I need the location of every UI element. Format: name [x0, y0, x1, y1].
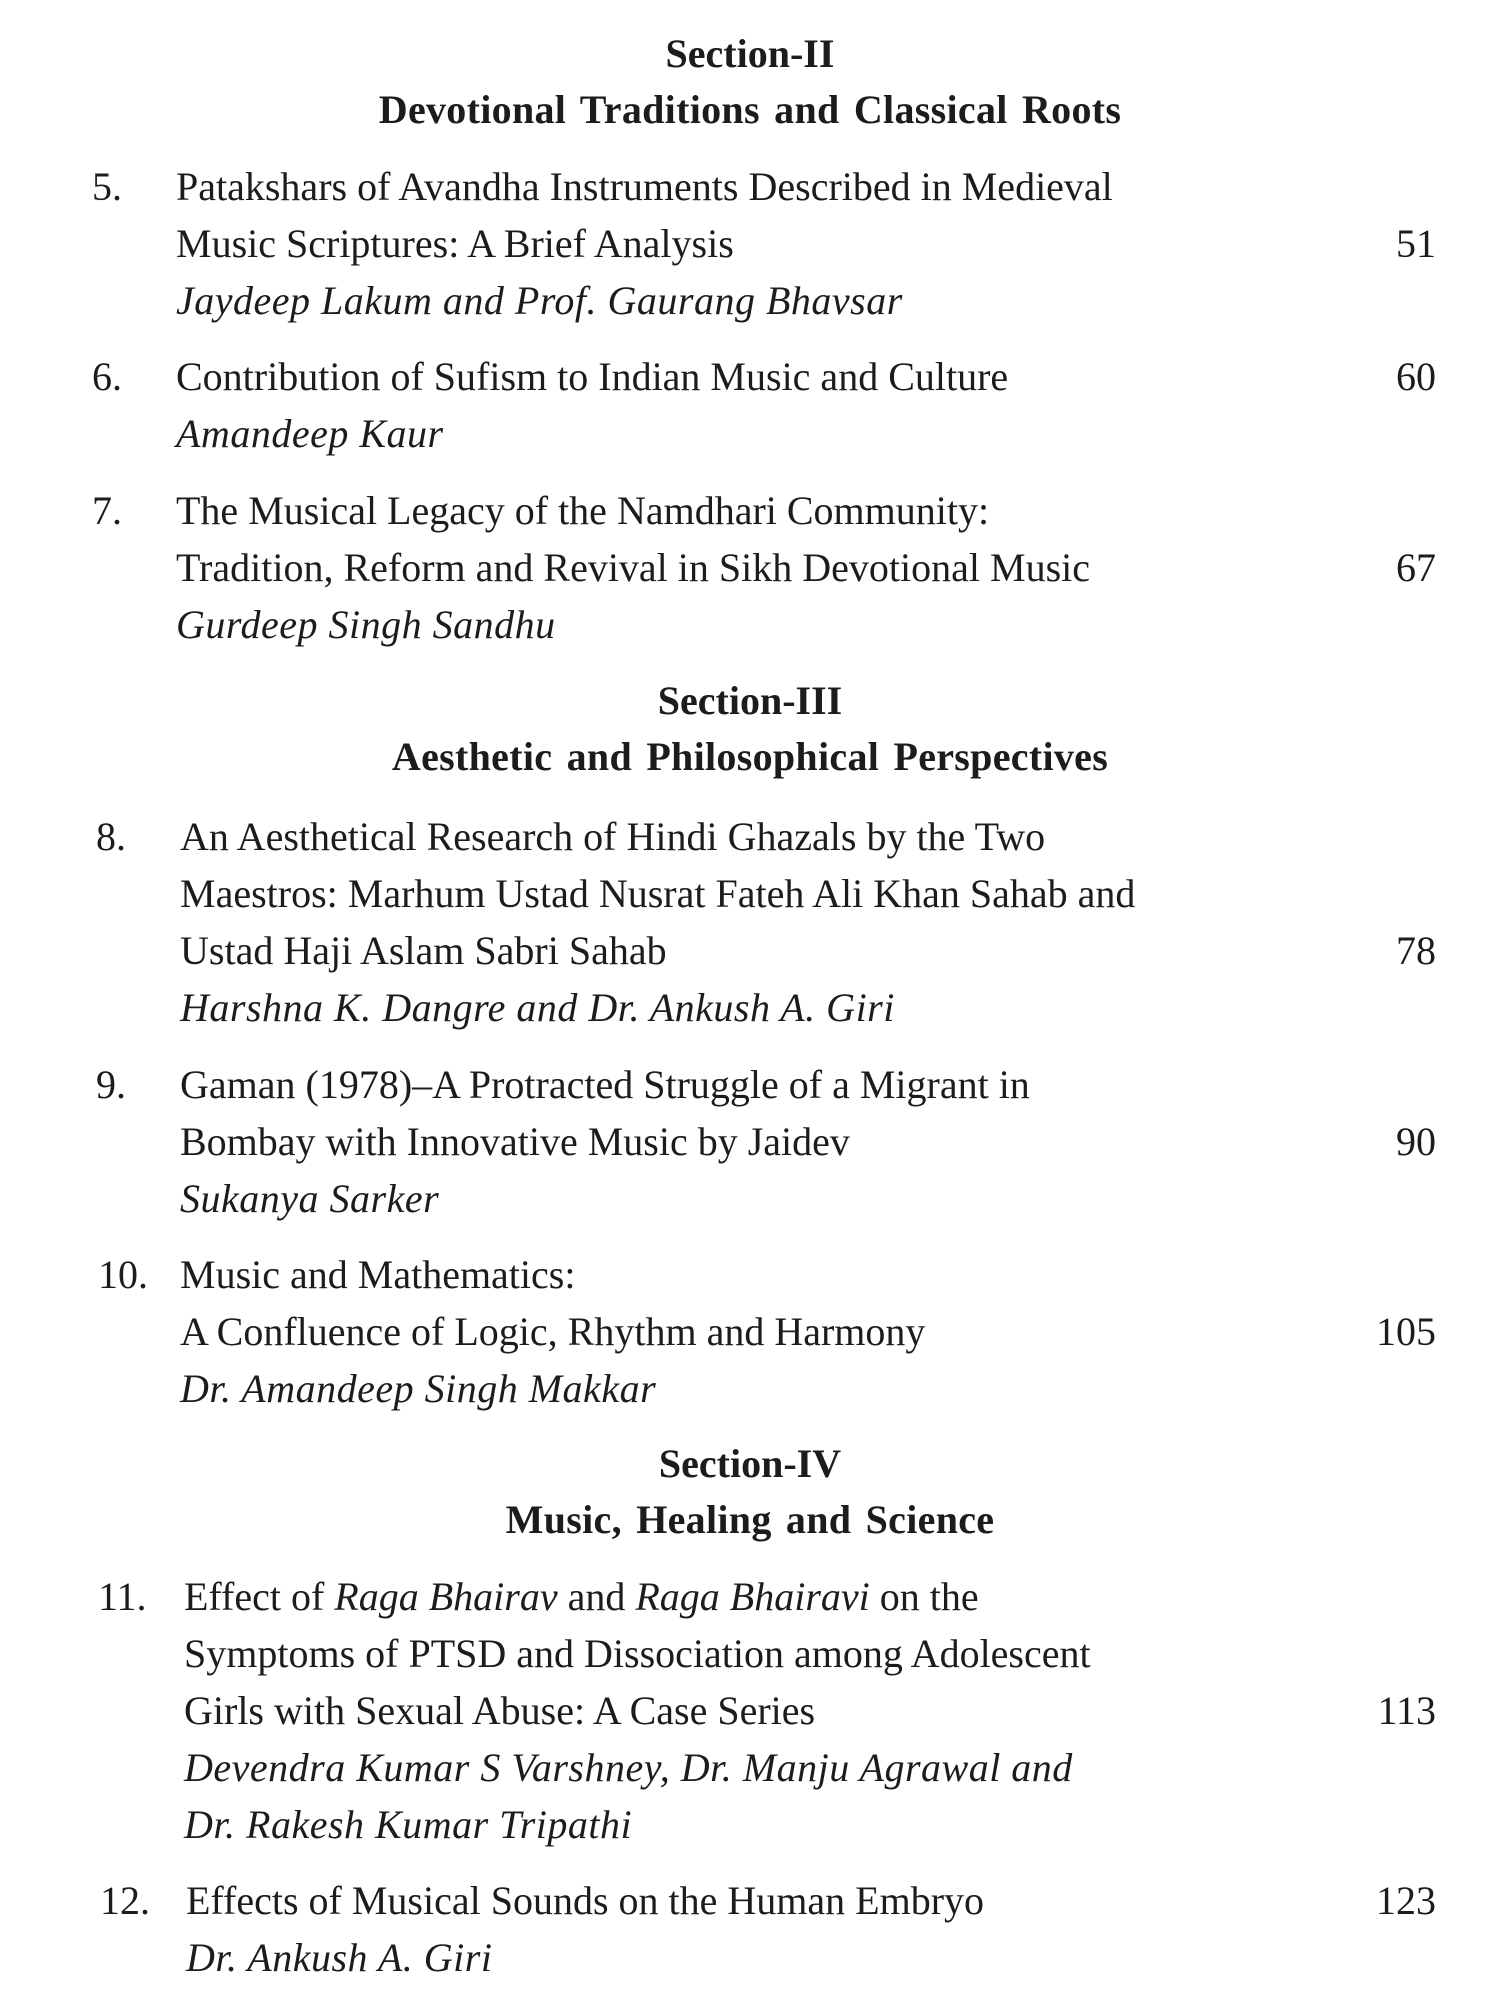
entry-title-line: Music Scriptures: A Brief Analysis [176, 221, 734, 266]
entry-title-line: Effects of Musical Sounds on the Human Embryo [186, 1878, 985, 1923]
title-text: and [557, 1574, 636, 1619]
entry-title-line: Ustad Haji Aslam Sabri Sahab [180, 928, 667, 973]
entry-authors: Harshna K. Dangre and Dr. Ankush A. Giri [180, 985, 895, 1030]
entry-body [180, 1246, 1380, 1417]
entry-title-line: The Musical Legacy of the Namdhari Community: [176, 488, 990, 533]
entry-title-line: Contribution of Sufism to Indian Music and Culture [176, 354, 1009, 399]
entry-title-line [184, 1568, 1384, 1625]
entry-authors: Gurdeep Singh Sandhu [176, 602, 556, 647]
section-title: Music, Healing and Science [505, 1497, 995, 1542]
entry-number: 12. [100, 1878, 150, 1923]
entry-body [180, 808, 1380, 1036]
title-text: Effect of [184, 1574, 335, 1619]
entry-title-line: Symptoms of PTSD and Dissociation among Adolescent [184, 1631, 1091, 1676]
entry-authors: Amandeep Kaur [176, 411, 444, 456]
entry-authors: Devendra Kumar S Varshney, Dr. Manju Agrawal and [184, 1745, 1073, 1790]
entry-number: 6. [92, 354, 122, 399]
entry-page-number: 78 [1396, 928, 1436, 973]
entry-body [186, 1872, 1386, 1986]
entry-title-line: Tradition, Reform and Revival in Sikh Devotional Music [176, 545, 1091, 590]
entry-title-line: A Confluence of Logic, Rhythm and Harmony [180, 1309, 926, 1354]
entry-title-line: Bombay with Innovative Music by Jaidev [180, 1119, 850, 1164]
entry-authors: Jaydeep Lakum and Prof. Gaurang Bhavsar [176, 278, 903, 323]
entry-title-line: Maestros: Marhum Ustad Nusrat Fateh Ali Khan Sahab and [180, 871, 1136, 916]
raga-name: Raga Bhairav [334, 1574, 558, 1619]
section-heading [0, 1436, 1500, 1548]
entry-number: 11. [98, 1574, 147, 1619]
entry-authors: Sukanya Sarker [180, 1176, 440, 1221]
entry-body [180, 1056, 1380, 1227]
entry-authors: Dr. Rakesh Kumar Tripathi [184, 1802, 633, 1847]
entry-number: 8. [96, 814, 126, 859]
entry-title-line: Patakshars of Avandha Instruments Described in Medieval [176, 164, 1113, 209]
section-title: Aesthetic and Philosophical Perspectives [391, 734, 1109, 779]
entry-title-line: Gaman (1978)–A Protracted Struggle of a Migrant in [180, 1062, 1030, 1107]
entry-body [184, 1568, 1384, 1853]
entry-page-number: 113 [1377, 1688, 1436, 1733]
entry-number: 10. [98, 1252, 148, 1297]
section-name: Section-IV [658, 1441, 842, 1486]
entry-authors: Dr. Ankush A. Giri [186, 1935, 493, 1980]
entry-number: 7. [92, 488, 122, 533]
section-name: Section-II [665, 31, 835, 76]
entry-page-number: 67 [1396, 545, 1436, 590]
entry-page-number: 60 [1396, 354, 1436, 399]
entry-page-number: 105 [1376, 1309, 1436, 1354]
entry-body [176, 348, 1376, 462]
entry-body [176, 158, 1376, 329]
entry-number: 9. [96, 1062, 126, 1107]
raga-name: Raga Bhairavi [635, 1574, 870, 1619]
entry-number: 5. [92, 164, 122, 209]
entry-body [176, 482, 1376, 653]
section-heading [0, 673, 1500, 785]
section-heading [0, 26, 1500, 138]
entry-authors: Dr. Amandeep Singh Makkar [180, 1366, 657, 1411]
entry-title-line: Music and Mathematics: [180, 1252, 576, 1297]
entry-page-number: 90 [1396, 1119, 1436, 1164]
entry-title-line: Girls with Sexual Abuse: A Case Series [184, 1688, 816, 1733]
entry-page-number: 123 [1376, 1878, 1436, 1923]
title-text: on the [869, 1574, 979, 1619]
section-name: Section-III [657, 678, 843, 723]
section-title: Devotional Traditions and Classical Roots [378, 87, 1122, 132]
entry-page-number: 51 [1396, 221, 1436, 266]
entry-title-line: An Aesthetical Research of Hindi Ghazals by the Two [180, 814, 1046, 859]
